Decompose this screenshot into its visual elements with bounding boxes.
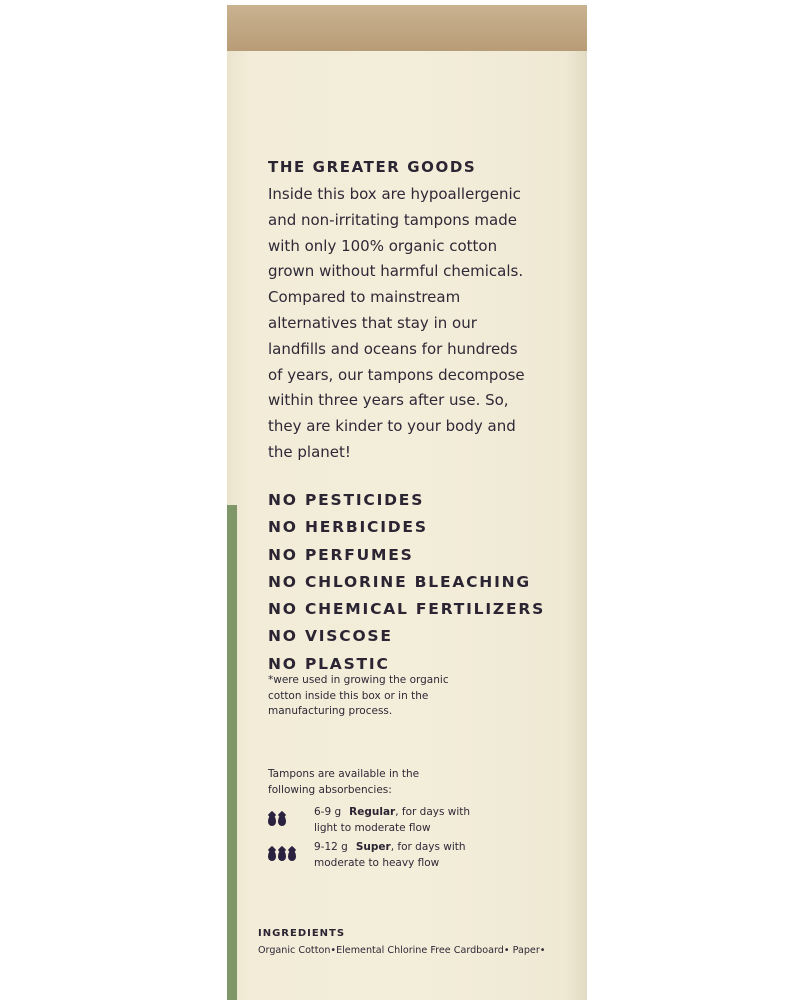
absorbency-text: , for days with (390, 841, 466, 853)
description-line: with only 100% organic cotton (268, 236, 498, 255)
green-edge-strip (227, 505, 237, 1000)
free-from-claims-list (268, 487, 545, 678)
droplet-group (268, 811, 288, 830)
droplet-icon (278, 815, 286, 826)
absorbency-regular (268, 805, 568, 839)
absorbency-name: Super (355, 841, 391, 853)
footnote-line: *were used in growing the organic (268, 674, 449, 686)
footnote-line: manufacturing process. (268, 705, 393, 717)
ingredients-heading: INGREDIENTS (258, 928, 346, 939)
absorbency-description (314, 840, 544, 871)
claim-item: NO HERBICIDES (268, 518, 428, 537)
claim-item: NO VISCOSE (268, 627, 393, 646)
description-line: and non-irritating tampons made (268, 210, 517, 229)
droplet-icon (278, 850, 286, 861)
claims-footnote (268, 673, 468, 720)
description-line: alternatives that stay in our (268, 313, 477, 332)
description-line: of years, our tampons decompose (268, 365, 525, 384)
absorbency-text: moderate to heavy flow (314, 856, 440, 869)
droplet-icon (268, 815, 276, 826)
description-line: the planet! (268, 442, 351, 461)
absorbency-range: 6-9 g (314, 806, 342, 818)
droplet-group (268, 846, 298, 865)
absorbency-name: Regular (349, 806, 396, 818)
absorbency-super (268, 840, 568, 874)
absorbency-range: 9-12 g (314, 841, 348, 853)
claim-item: NO CHEMICAL FERTILIZERS (268, 600, 546, 619)
description-line: Compared to mainstream (268, 288, 461, 307)
description-text (268, 182, 568, 466)
ingredients-list: Organic Cotton•Elemental Chlorine Free Cardboard• Paper• (258, 945, 546, 956)
absorbency-description (314, 805, 544, 836)
absorbency-intro (268, 767, 468, 798)
absorbency-intro-line: Tampons are available in the (268, 768, 420, 780)
droplet-icon (288, 850, 296, 861)
footnote-line: cotton inside this box or in the (268, 689, 429, 702)
description-line: landfills and oceans for hundreds (268, 339, 518, 358)
absorbency-text: , for days with (395, 806, 471, 818)
brand-heading: THE GREATER GOODS (268, 158, 477, 176)
description-line: Inside this box are hypoallergenic (268, 185, 521, 203)
description-line: within three years after use. So, (268, 391, 509, 410)
claim-item: NO PESTICIDES (268, 491, 425, 509)
absorbency-intro-line: following absorbencies: (268, 783, 392, 796)
absorbency-text: light to moderate flow (314, 821, 431, 834)
description-line: they are kinder to your body and (268, 417, 516, 436)
claim-item: NO PLASTIC (268, 654, 390, 673)
description-line: grown without harmful chemicals. (268, 262, 524, 281)
claim-item: NO CHLORINE BLEACHING (268, 572, 531, 591)
claim-item: NO PERFUMES (268, 545, 414, 564)
box-top-flap (227, 5, 587, 53)
droplet-icon (268, 850, 276, 861)
